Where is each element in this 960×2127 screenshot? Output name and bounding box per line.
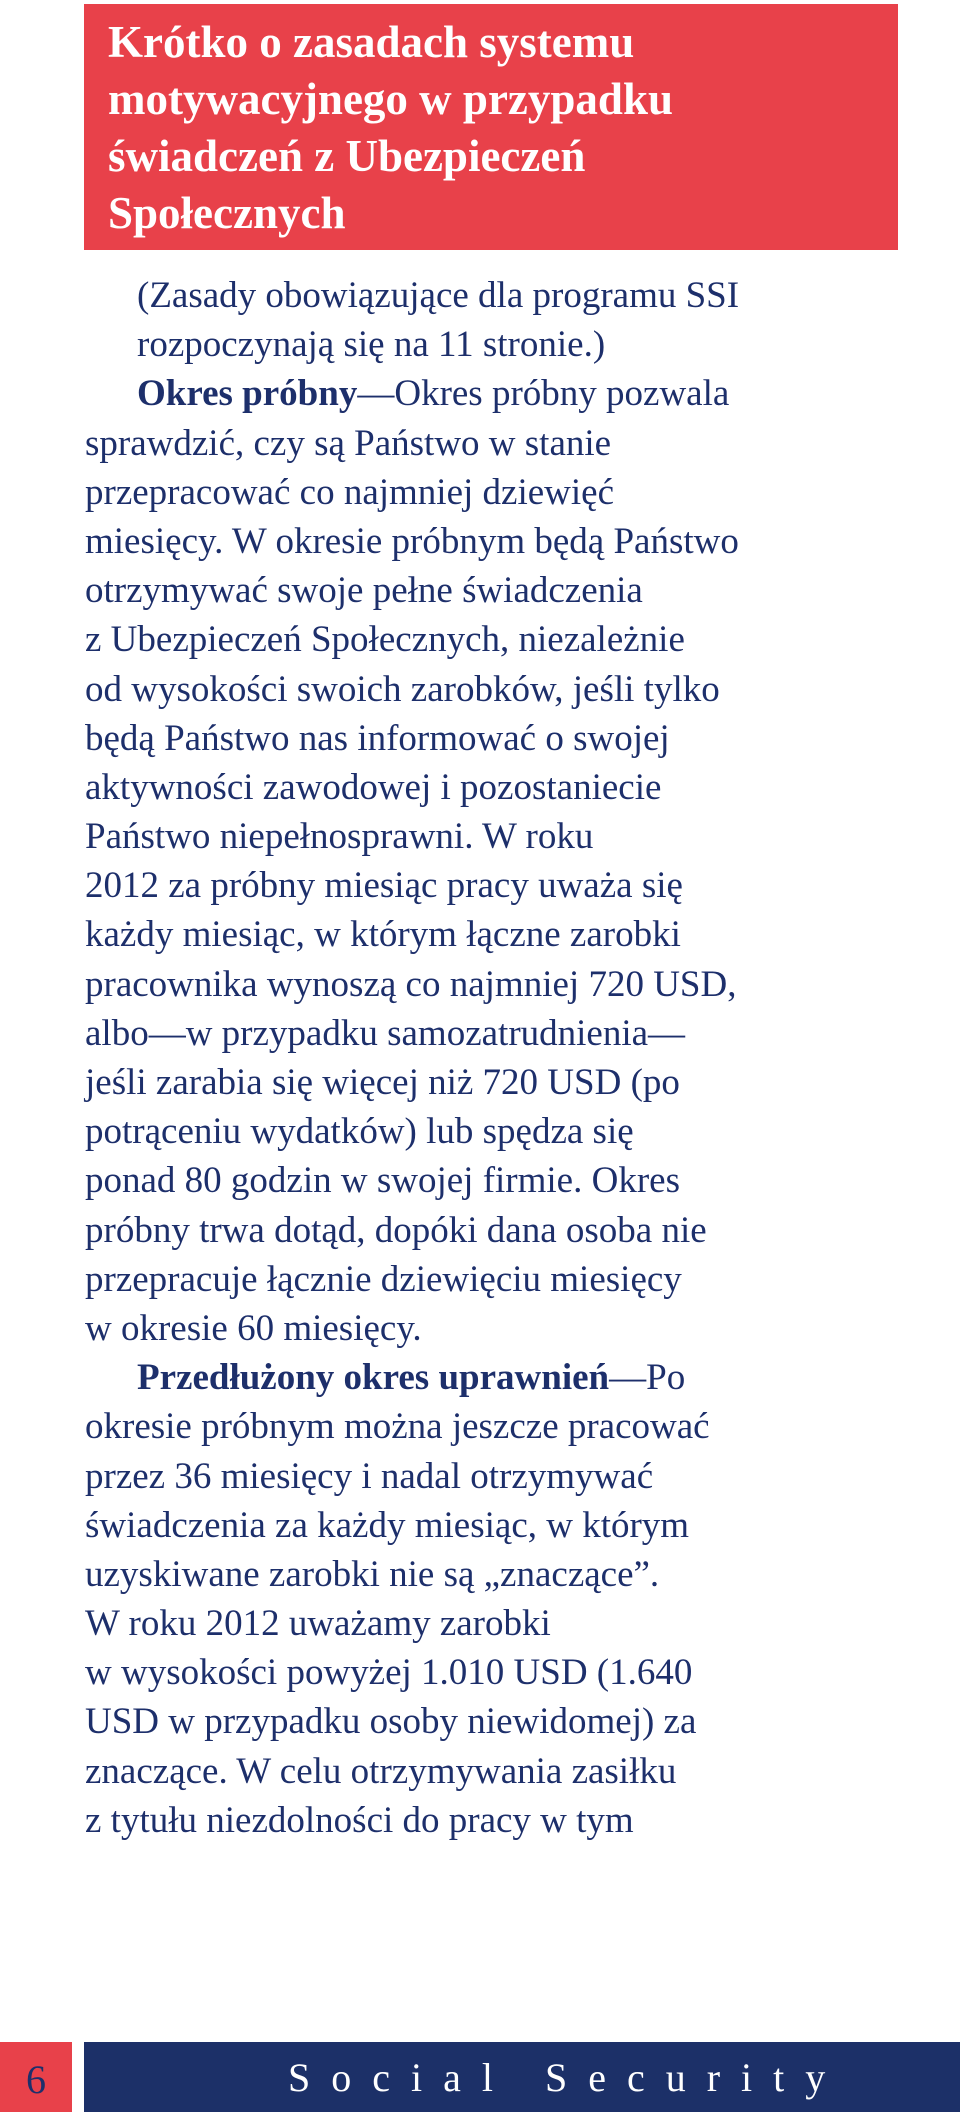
body-run-bold: Okres próbny [137, 373, 358, 415]
body-line [85, 1648, 945, 1697]
body-line [85, 566, 945, 615]
body-line [85, 1304, 945, 1353]
body-run: każdy miesiąc, w którym łączne zarobki [85, 914, 681, 956]
body-line [85, 1009, 945, 1058]
body-run: potrąceniu wydatków) lub spędza się [85, 1111, 634, 1153]
body-run: —Okres próbny pozwala [357, 373, 730, 415]
body-line [85, 419, 945, 468]
body-run: z tytułu niezdolności do pracy w tym [85, 1799, 634, 1841]
section-title-box [84, 4, 898, 250]
body-line [85, 763, 945, 812]
body-line [85, 1353, 945, 1402]
body-line [85, 1550, 945, 1599]
body-run: z Ubezpieczeń Społecznych, niezależnie [85, 619, 685, 661]
body-run: albo—w przypadku samozatrudnienia— [85, 1012, 686, 1054]
body-run: w wysokości powyżej 1.010 USD (1.640 [85, 1652, 693, 1694]
body-run: uzyskiwane zarobki nie są „znaczące”. [85, 1553, 660, 1595]
body-line [85, 1156, 945, 1205]
page-number: 6 [0, 2042, 72, 2112]
body-run: przez 36 miesięcy i nadal otrzymywać [85, 1455, 654, 1497]
body-line [85, 1697, 945, 1746]
body-run: próbny trwa dotąd, dopóki dana osoba nie [85, 1209, 707, 1251]
section-title-line: świadczeń z Ubezpieczeń [108, 131, 586, 181]
body-run: Państwo niepełnosprawni. W roku [85, 816, 594, 858]
body-run: otrzymywać swoje pełne świadczenia [85, 570, 643, 612]
body-run: miesięcy. W okresie próbnym będą Państwo [85, 520, 739, 562]
body-line [85, 1058, 945, 1107]
body-line [85, 615, 945, 664]
body-line [85, 468, 945, 517]
body-line [85, 960, 945, 1009]
footer-bar [84, 2042, 960, 2112]
body-run-bold: Przedłużony okres uprawnień [137, 1357, 610, 1399]
body-run: w okresie 60 miesięcy. [85, 1307, 422, 1349]
body-line [85, 1107, 945, 1156]
body-line [85, 271, 945, 320]
body-line [85, 812, 945, 861]
section-title-line: motywacyjnego w przypadku [108, 74, 674, 124]
footer-label: Social Security [288, 2055, 847, 2100]
body-line [85, 1402, 945, 1451]
body-run: będą Państwo nas informować o swojej [85, 717, 670, 759]
body-line [85, 1599, 945, 1648]
section-title-line: Krótko o zasadach systemu [108, 17, 635, 67]
body-run: ponad 80 godzin w swojej firmie. Okres [85, 1160, 680, 1202]
body-line [85, 320, 945, 369]
section-title-line: Społecznych [108, 188, 346, 238]
body-run: W roku 2012 uważamy zarobki [85, 1603, 551, 1645]
body-line [85, 714, 945, 763]
body-run: USD w przypadku osoby niewidomej) za [85, 1701, 697, 1743]
body-line [85, 1501, 945, 1550]
body-line [85, 861, 945, 910]
body-line [85, 1206, 945, 1255]
body-run: sprawdzić, czy są Państwo w stanie [85, 422, 612, 464]
body-run: przepracuje łącznie dziewięciu miesięcy [85, 1258, 682, 1300]
body-line [85, 1747, 945, 1796]
body-run: (Zasady obowiązujące dla programu SSI [137, 275, 740, 316]
body-run: aktywności zawodowej i pozostaniecie [85, 766, 662, 808]
body-run: jeśli zarabia się więcej niż 720 USD (po [85, 1062, 680, 1103]
body-run: świadczenia za każdy miesiąc, w którym [85, 1504, 690, 1546]
body-run: przepracować co najmniej dziewięć [85, 471, 615, 513]
body-run: znaczące. W celu otrzymywania zasiłku [85, 1750, 677, 1792]
body-run: 2012 za próbny miesiąc pracy uważa się [85, 865, 683, 907]
body-run: od wysokości swoich zarobków, jeśli tylko [85, 668, 720, 710]
body-run: okresie próbnym można jeszcze pracować [85, 1406, 710, 1448]
body-line [85, 1452, 945, 1501]
body-line [85, 517, 945, 566]
body-run: pracownika wynoszą co najmniej 720 USD, [85, 963, 737, 1005]
body-line [85, 910, 945, 959]
body-run: rozpoczynają się na 11 stronie.) [137, 324, 606, 366]
body-text [85, 271, 945, 1845]
body-line [85, 1796, 945, 1845]
body-line [85, 1255, 945, 1304]
body-line [85, 665, 945, 714]
body-line [85, 369, 945, 418]
body-run: —Po [609, 1357, 686, 1399]
